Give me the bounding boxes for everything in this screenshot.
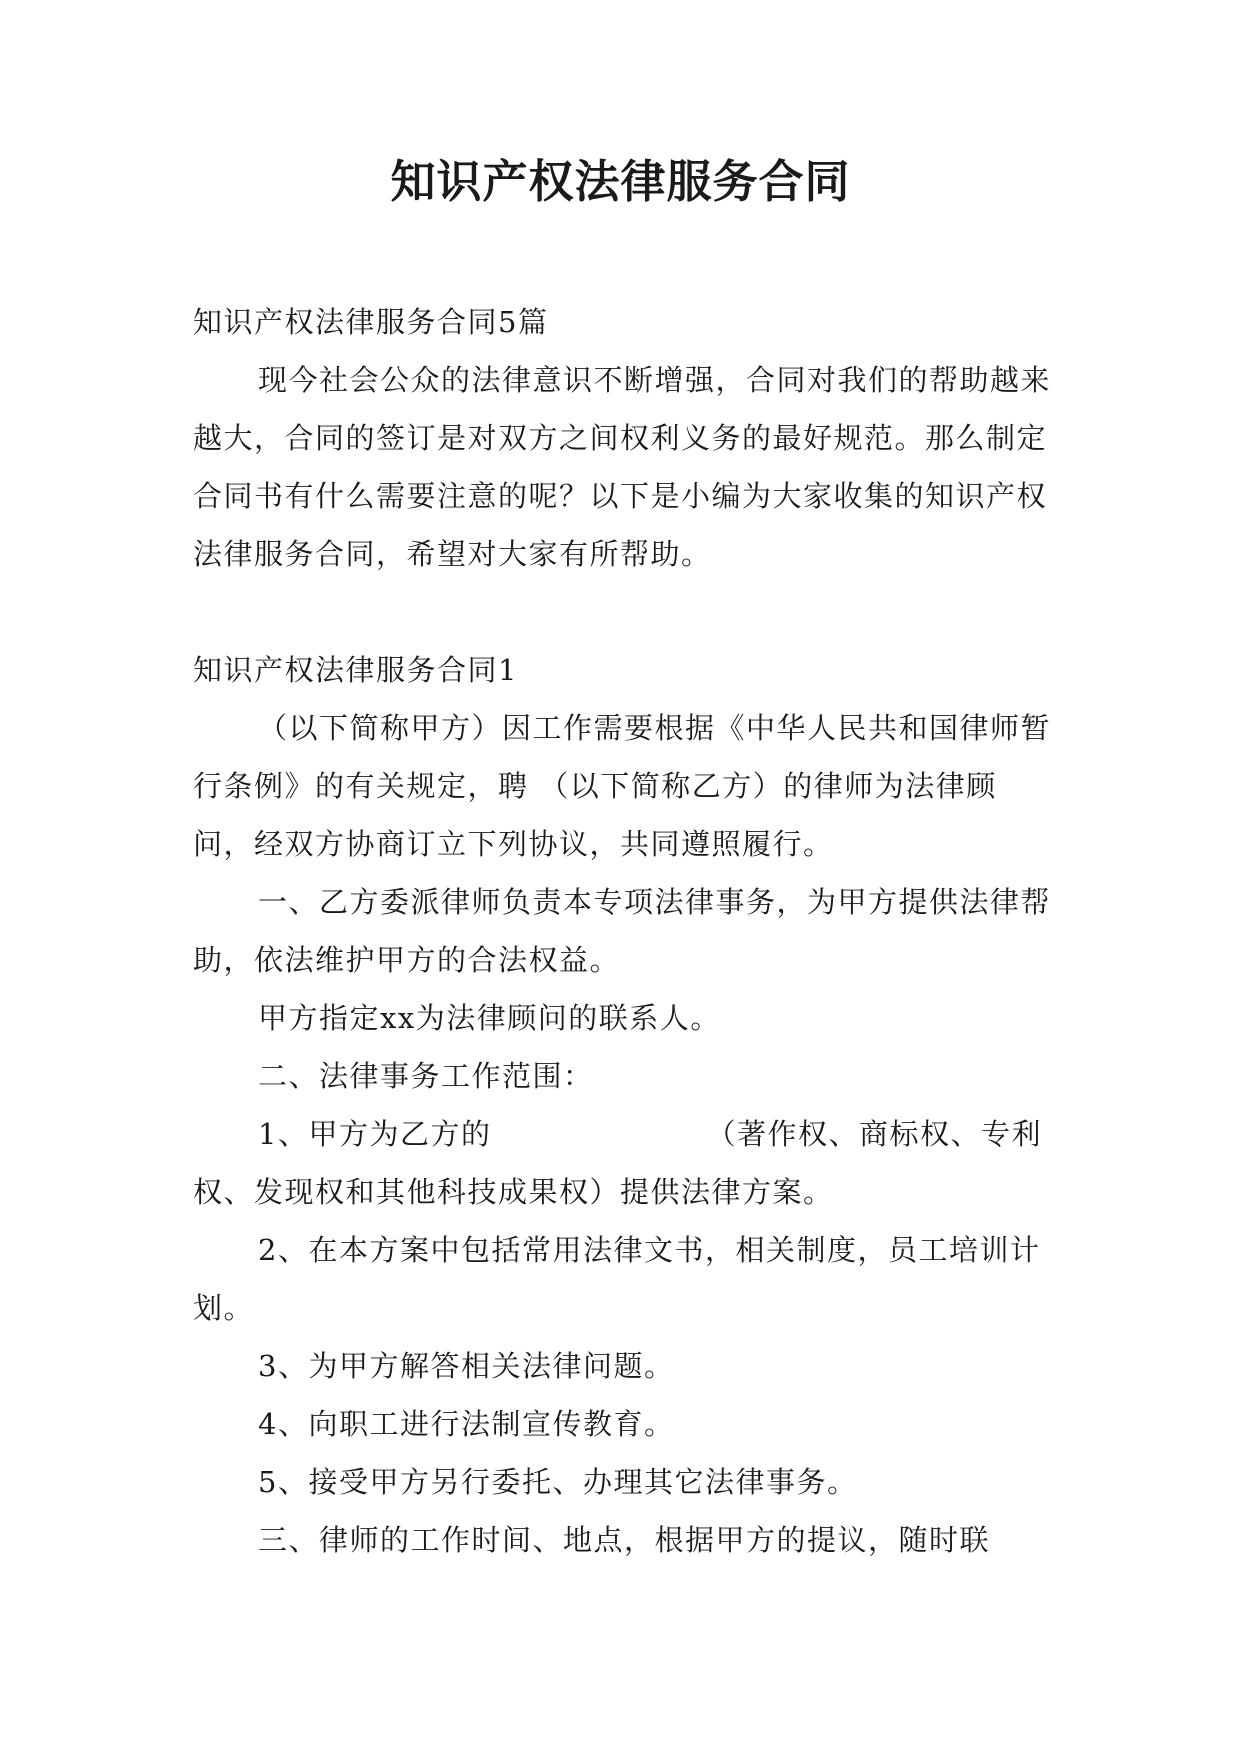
clause-2: 二、法律事务工作范围： [258, 1059, 594, 1093]
parties-paragraph: （以下简称甲方）因工作需要根据《中华人民共和国律师暂行条例》的有关规定，聘 （以下简称乙方）的律师为法律顾问，经双方协商订立下列协议，共同遵照履行。 [193, 711, 1052, 861]
intro-paragraph: 现今社会公众的法律意识不断增强，合同对我们的帮助越来越大，合同的签订是对双方之间权利义务的最好规范。那么制定合同书有什么需要注意的呢？以下是小编为大家收集的知识产权法律服务合同，希望对大家有所帮助。 [193, 363, 1052, 571]
scope-item-1-end: （著作权、商标权、专利权、发现权和其他科技成果权）提供法律方案。 [193, 1117, 1042, 1209]
contact-paragraph: 甲方指定xx为法律顾问的联系人。 [258, 1001, 721, 1035]
scope-item-1-start: 1、甲方为乙方的 [258, 1117, 492, 1151]
scope-item-4: 4、向职工进行法制宣传教育。 [258, 1407, 675, 1441]
scope-item-2: 2、在本方案中包括常用法律文书，相关制度，员工培训计划。 [193, 1233, 1041, 1325]
paragraph-spacer [193, 583, 1053, 641]
document-subtitle: 知识产权法律服务合同5篇 [193, 305, 549, 339]
document-body [193, 293, 1053, 1569]
section-heading: 知识产权法律服务合同1 [193, 653, 518, 687]
scope-item-5: 5、接受甲方另行委托、办理其它法律事务。 [258, 1465, 858, 1499]
scope-item-1 [193, 1105, 1053, 1221]
document-title: 知识产权法律服务合同 [390, 155, 851, 208]
scope-item-3: 3、为甲方解答相关法律问题。 [258, 1349, 675, 1383]
clause-1: 一、乙方委派律师负责本专项法律事务，为甲方提供法律帮助，依法维护甲方的合法权益。 [193, 885, 1052, 977]
clause-3: 三、律师的工作时间、地点，根据甲方的提议，随时联 [258, 1523, 991, 1557]
